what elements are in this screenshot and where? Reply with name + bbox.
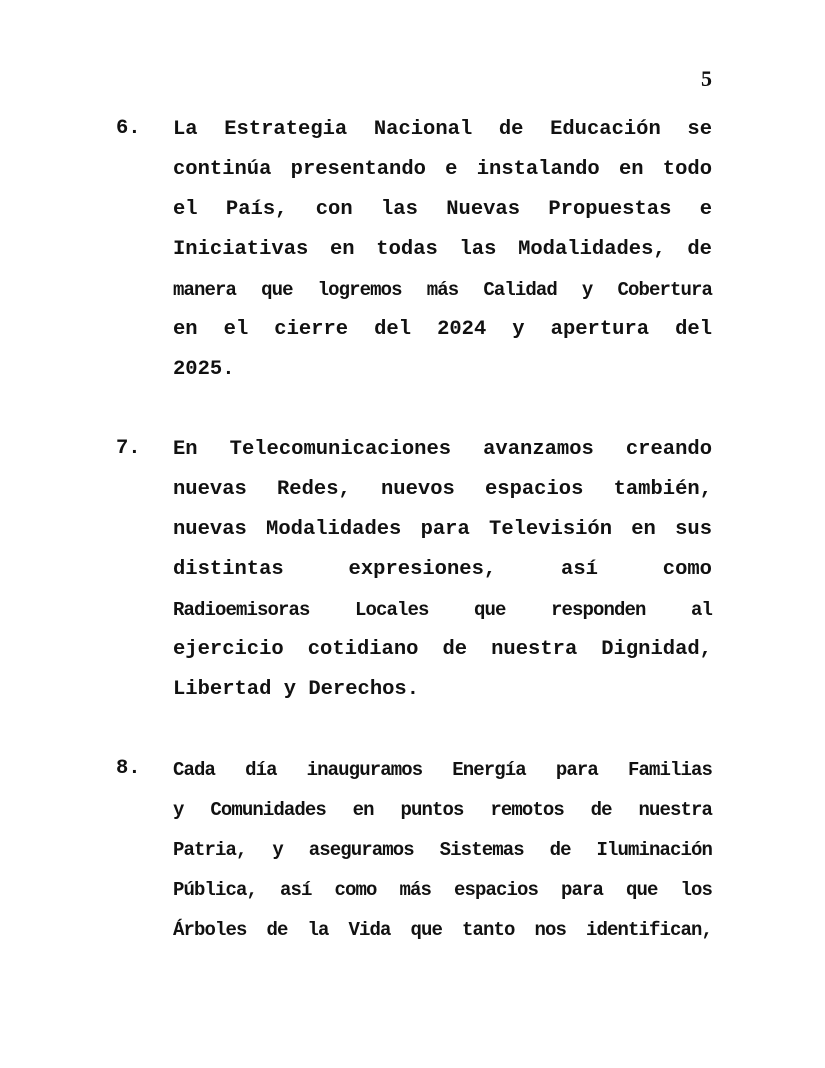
text-line: Iniciativas en todas las Modalidades, de [173, 238, 712, 261]
text-line: manera que logremos más Calidad y Cobertura [173, 279, 712, 301]
item-number: 6. [116, 117, 141, 140]
text-line: Árboles de la Vida que tanto nos identifican, [173, 919, 712, 941]
item-number: 7. [116, 437, 141, 460]
text-line: En Telecomunicaciones avanzamos creando [173, 438, 712, 461]
page-number: 5 [701, 66, 712, 91]
text-line: distintas expresiones, así como [173, 558, 712, 581]
text-line: nuevas Modalidades para Televisión en sus [173, 518, 712, 541]
text-line: el País, con las Nuevas Propuestas e [173, 198, 712, 221]
text-line: en el cierre del 2024 y apertura del [173, 318, 712, 341]
text-line: Radioemisoras Locales que responden al [173, 599, 712, 621]
text-line: continúa presentando e instalando en todo [173, 158, 712, 181]
text-line: ejercicio cotidiano de nuestra Dignidad, [173, 638, 712, 661]
item-text [173, 437, 712, 717]
text-line: Cada día inauguramos Energía para Familias [173, 759, 712, 781]
item-text [173, 757, 712, 957]
text-line: y Comunidades en puntos remotos de nuestra [173, 799, 712, 821]
text-line: 2025. [173, 358, 235, 381]
text-line: Libertad y Derechos. [173, 678, 420, 701]
item-number: 8. [116, 757, 141, 780]
text-line: nuevas Redes, nuevos espacios también, [173, 478, 712, 501]
item-text [173, 117, 712, 397]
text-line: Pública, así como más espacios para que los [173, 879, 712, 901]
text-line: Patria, y aseguramos Sistemas de Iluminación [173, 839, 712, 861]
text-line: La Estrategia Nacional de Educación se [173, 118, 712, 141]
